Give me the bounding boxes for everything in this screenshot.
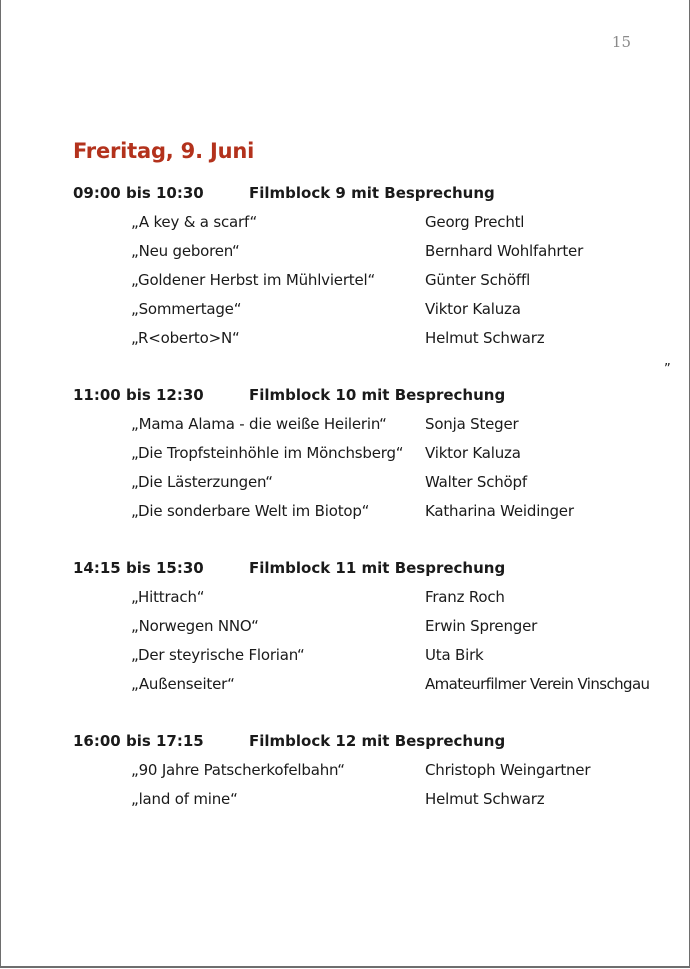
film-title: „land of mine“ bbox=[131, 790, 238, 808]
film-title: „Außenseiter“ bbox=[131, 675, 235, 693]
film-author: Bernhard Wohlfahrter bbox=[425, 242, 584, 260]
film-row bbox=[1, 501, 689, 530]
film-row bbox=[1, 414, 689, 443]
film-row bbox=[1, 587, 689, 616]
film-title: „Die Lästerzungen“ bbox=[131, 473, 273, 491]
film-author: Viktor Kaluza bbox=[425, 444, 521, 462]
film-title: „Der steyrische Florian“ bbox=[131, 646, 305, 664]
film-block bbox=[1, 183, 689, 357]
day-heading: Freritag, 9. Juni bbox=[73, 139, 255, 163]
film-author: Viktor Kaluza bbox=[425, 300, 521, 318]
film-author: Amateurfilmer Verein Vinschgau bbox=[425, 675, 650, 693]
film-author: Günter Schöffl bbox=[425, 271, 531, 289]
block-header bbox=[1, 183, 689, 212]
film-author: Walter Schöpf bbox=[425, 473, 527, 491]
film-row bbox=[1, 616, 689, 645]
film-row bbox=[1, 241, 689, 270]
film-title: „Goldener Herbst im Mühlviertel“ bbox=[131, 271, 376, 289]
film-title: „Neu geboren“ bbox=[131, 242, 240, 260]
film-title: „Mama Alama - die weiße Heilerin“ bbox=[131, 415, 387, 433]
block-title: Filmblock 11 mit Besprechung bbox=[249, 559, 506, 577]
film-block bbox=[1, 731, 689, 818]
film-author: Helmut Schwarz bbox=[425, 329, 545, 347]
film-row bbox=[1, 212, 689, 241]
block-header bbox=[1, 385, 689, 414]
film-row bbox=[1, 760, 689, 789]
film-row bbox=[1, 789, 689, 818]
block-title: Filmblock 9 mit Besprechung bbox=[249, 184, 495, 202]
film-row bbox=[1, 328, 689, 357]
film-title: „Die sonderbare Welt im Biotop“ bbox=[131, 502, 370, 520]
film-title: „Die Tropfsteinhöhle im Mönchsberg“ bbox=[131, 444, 404, 462]
block-time: 14:15 bis 15:30 bbox=[73, 559, 204, 577]
film-row bbox=[1, 472, 689, 501]
film-author: Katharina Weidinger bbox=[425, 502, 574, 520]
block-time: 16:00 bis 17:15 bbox=[73, 732, 204, 750]
film-author: Uta Birk bbox=[425, 646, 484, 664]
film-row bbox=[1, 674, 689, 703]
film-author: Erwin Sprenger bbox=[425, 617, 538, 635]
stray-quote-mark: ” bbox=[664, 362, 671, 377]
film-block bbox=[1, 385, 689, 530]
block-title: Filmblock 10 mit Besprechung bbox=[249, 386, 506, 404]
page-number: 15 bbox=[611, 33, 631, 51]
block-time: 09:00 bis 10:30 bbox=[73, 184, 204, 202]
film-author: Georg Prechtl bbox=[425, 213, 525, 231]
film-title: „Norwegen NNO“ bbox=[131, 617, 259, 635]
film-author: Franz Roch bbox=[425, 588, 505, 606]
block-time: 11:00 bis 12:30 bbox=[73, 386, 204, 404]
film-title: „A key & a scarf“ bbox=[131, 213, 258, 231]
film-author: Christoph Weingartner bbox=[425, 761, 591, 779]
film-row bbox=[1, 645, 689, 674]
block-header bbox=[1, 558, 689, 587]
film-author: Sonja Steger bbox=[425, 415, 519, 433]
film-title: „R<oberto>N“ bbox=[131, 329, 240, 347]
film-block bbox=[1, 558, 689, 703]
block-header bbox=[1, 731, 689, 760]
film-row bbox=[1, 270, 689, 299]
film-row bbox=[1, 443, 689, 472]
film-author: Helmut Schwarz bbox=[425, 790, 545, 808]
block-title: Filmblock 12 mit Besprechung bbox=[249, 732, 506, 750]
film-title: „Hittrach“ bbox=[131, 588, 205, 606]
film-row bbox=[1, 299, 689, 328]
film-title: „Sommertage“ bbox=[131, 300, 242, 318]
film-title: „90 Jahre Patscherkofelbahn“ bbox=[131, 761, 345, 779]
